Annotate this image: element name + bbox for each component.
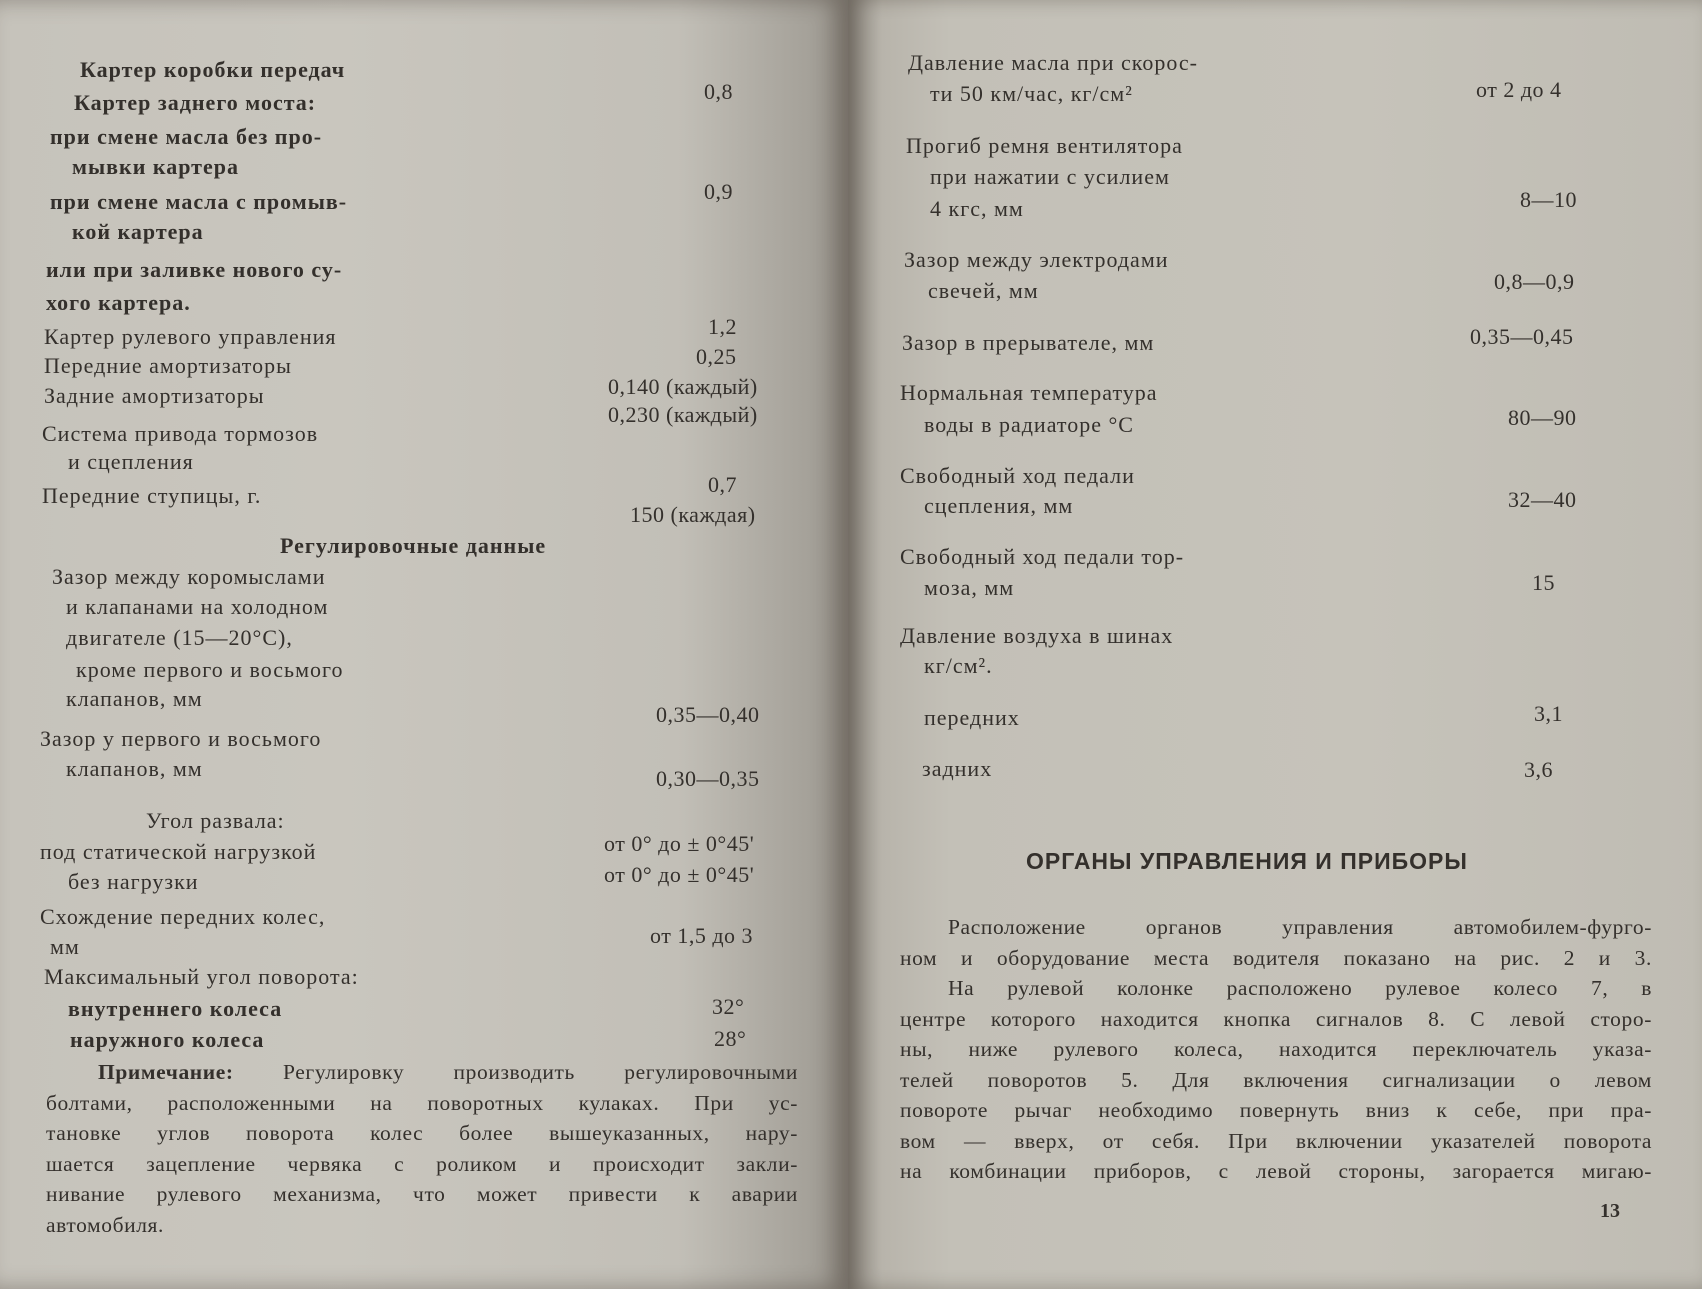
param-value-text: 8—10 [1520,187,1577,212]
capacity-label: и сцепления [68,449,194,474]
inner-wheel-label: внутреннего колеса [68,996,283,1021]
valve-clearance-label: двигателе (15—20°С), [66,625,293,650]
capacity-label: Система привода тормозов [42,421,319,446]
capacity-label: при смене масла без про- [50,124,323,149]
capacity-label: Передние амортизаторы [44,353,292,378]
capacity-label: или при заливке нового су- [46,257,343,282]
capacity-label: мывки картера [72,154,239,179]
valve-clearance-label: клапанов, мм [66,686,203,711]
note-line: нивание рулевого механизма, что может привести к аварии [46,1182,798,1206]
valve-clearance-18-label: Зазор у первого и восьмого [40,726,322,751]
camber-loaded-value-text: от 0° до ± 0°45' [604,831,755,856]
param-label: моза, мм [924,575,1015,600]
param-label: ти 50 км/час, кг/см² [930,81,1133,106]
note-line: шается зацепление червяка с роликом и происходит закли- [46,1151,798,1176]
toe-in-label: мм [50,934,80,959]
paragraph-line: повороте рычаг необходимо повернуть вниз к себе, при пра- [900,1098,1652,1122]
param-label: свечей, мм [928,278,1039,303]
camber-heading: Угол развала: [146,808,285,833]
capacity-value-text: 0,230 (каждый) [608,402,758,427]
param-label: Давление воздуха в шинах [900,623,1174,648]
param-label: воды в радиаторе °С [924,412,1134,437]
inner-wheel-value-text: 32° [712,994,745,1019]
capacity-label: при смене масла с промыв- [50,189,348,214]
param-value-text: 0,35—0,45 [1470,324,1574,349]
param-label: Прогиб ремня вентилятора [906,133,1183,158]
paragraph-line: на комбинации приборов, с левой стороны, загорается мигаю- [900,1159,1652,1183]
toe-in-label: Схождение передних колес, [40,904,326,929]
param-label: при нажатии с усилием [930,164,1170,189]
capacity-value-text: 1,2 [708,314,737,339]
param-value-text: от 2 до 4 [1476,77,1562,102]
param-label: кг/см². [924,653,993,678]
paragraph-line: ны, ниже рулевого колеса, находится переключатель указа- [900,1037,1652,1061]
capacity-value-text: 150 (каждая) [630,502,756,527]
capacity-value-text: 0,9 [704,179,733,204]
adjust-heading: Регулировочные данные [280,533,547,558]
note-line: болтами, расположенными на поворотных кулаках. При ус- [46,1090,798,1115]
tire-front-label: передних [924,705,1020,730]
valve-clearance-label: и клапанами на холодном [66,594,329,619]
capacity-label: Передние ступицы, г. [42,483,262,508]
paragraph-line: вом — вверх, от себя. При включении указателей поворота [900,1128,1652,1153]
param-value-text: 0,8—0,9 [1494,269,1575,294]
toe-in-value-text: от 1,5 до 3 [650,923,754,948]
capacity-label: Картер заднего моста: [74,90,317,115]
page-number: 13 [1600,1200,1620,1222]
note-label: Примечание: [98,1060,234,1084]
param-label: 4 кгс, мм [930,196,1024,221]
capacity-label: хого картера. [46,290,191,315]
capacity-label: кой картера [72,219,204,244]
tire-rear-value-text: 3,6 [1524,757,1553,782]
valve-clearance-18-label: клапанов, мм [66,756,203,781]
valve-clearance-18-value-text: 0,30—0,35 [656,766,760,791]
param-label: Зазор между электродами [904,247,1169,272]
tire-rear-label: задних [922,756,993,781]
camber-unloaded-label: без нагрузки [68,869,199,894]
capacity-value-text: 0,25 [696,344,737,369]
paragraph-line: центре которого находится кнопка сигналов 8. С левой сторо- [900,1006,1652,1031]
param-value-text: 32—40 [1508,487,1577,512]
controls-paragraph [900,912,1652,1187]
max-turn-heading-text: Максимальный угол поворота: [44,964,359,989]
note-line: автомобиля. [46,1212,165,1237]
capacity-value-text: 0,8 [704,79,733,104]
paragraph-line: ном и оборудование места водителя показано на рис. 2 и 3. [900,945,1652,970]
camber-loaded-label: под статической нагрузкой [40,839,317,864]
valve-clearance-label: Зазор между коромыслами [52,564,326,589]
camber-unloaded-value-text: от 0° до ± 0°45' [604,862,755,887]
param-value-text: 80—90 [1508,405,1577,430]
paragraph-line: телей поворотов 5. Для включения сигнализации о левом [900,1067,1652,1092]
capacity-label: Картер рулевого управления [44,324,337,349]
note-line-text: Регулировку производить регулировочными [283,1060,798,1084]
param-label: сцепления, мм [924,493,1074,518]
capacity-label: Картер коробки передач [80,57,346,82]
left-page [0,0,848,1289]
valve-clearance-label: кроме первого и восьмого [76,657,344,682]
note-paragraph [46,1057,798,1240]
paragraph-line: Расположение органов управления автомобилем-фурго- [948,915,1652,939]
tire-front-value-text: 3,1 [1534,701,1563,726]
param-label: Свободный ход педали [900,463,1135,488]
param-label: Нормальная температура [900,380,1158,405]
right-page [848,0,1702,1289]
capacity-value-text: 0,7 [708,472,737,497]
param-value-text: 15 [1532,570,1555,595]
note-line [46,1057,798,1088]
param-label: Давление масла при скорос- [908,50,1198,75]
capacity-value-text: 0,140 (каждый) [608,374,758,399]
paragraph-line: На рулевой колонке расположено рулевое колесо 7, в [948,976,1652,1000]
capacity-label: Задние амортизаторы [44,383,265,408]
valve-clearance-value-text: 0,35—0,40 [656,702,760,727]
section-title: ОРГАНЫ УПРАВЛЕНИЯ И ПРИБОРЫ [1026,848,1468,874]
outer-wheel-value-text: 28° [714,1026,747,1051]
param-label: Зазор в прерывателе, мм [902,330,1155,355]
outer-wheel-label: наружного колеса [70,1027,265,1052]
note-line: тановке углов поворота колес более вышеуказанных, нару- [46,1121,798,1145]
param-label: Свободный ход педали тор- [900,544,1185,569]
